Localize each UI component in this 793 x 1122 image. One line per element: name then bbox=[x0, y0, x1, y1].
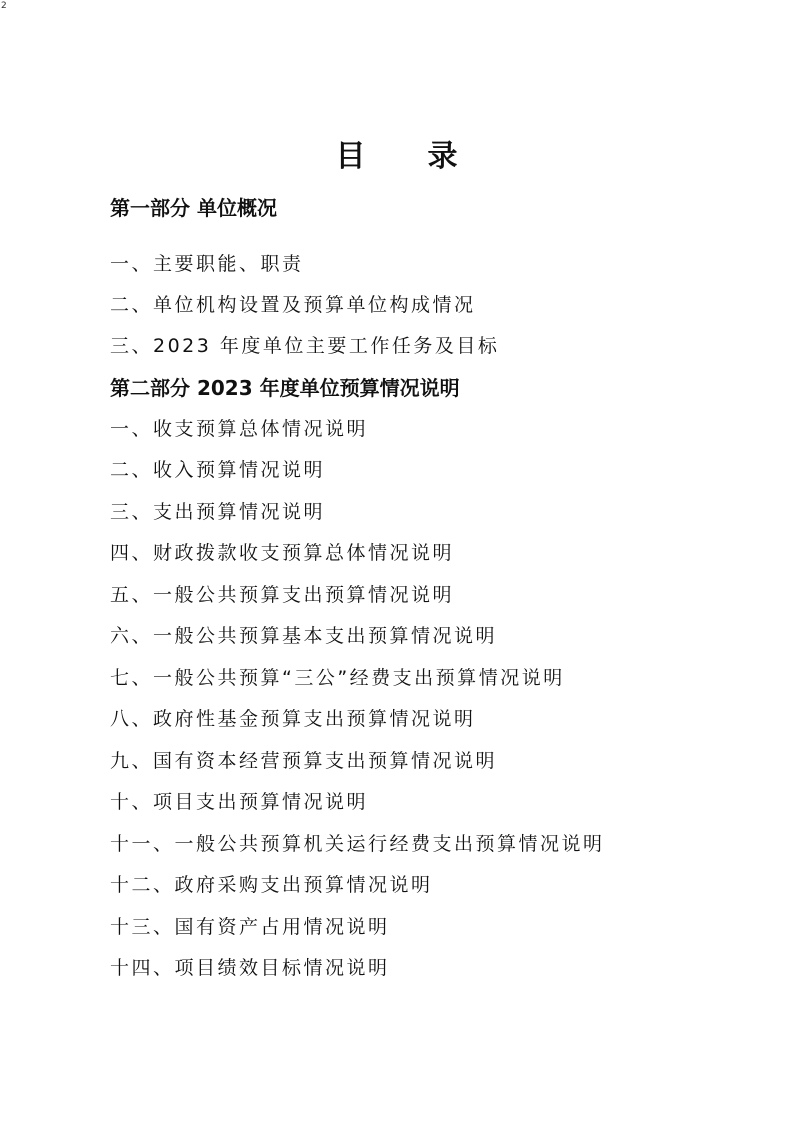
page-number: 2 bbox=[1, 1, 7, 11]
toc-item: 三、2023 年度单位主要工作任务及目标 bbox=[110, 335, 500, 357]
toc-item: 十四、项目绩效目标情况说明 bbox=[110, 957, 390, 979]
toc-item: 十二、政府采购支出预算情况说明 bbox=[110, 874, 433, 896]
toc-item: 十、项目支出预算情况说明 bbox=[110, 791, 369, 813]
toc-item: 二、收入预算情况说明 bbox=[110, 459, 326, 481]
toc-title: 目录 bbox=[335, 139, 520, 174]
toc-item: 五、一般公共预算支出预算情况说明 bbox=[110, 584, 455, 606]
toc-item: 九、国有资本经营预算支出预算情况说明 bbox=[110, 750, 498, 772]
toc-part-heading: 第一部分 单位概况 bbox=[110, 196, 277, 220]
toc-item: 一、收支预算总体情况说明 bbox=[110, 418, 369, 440]
toc-item: 一、主要职能、职责 bbox=[110, 253, 304, 275]
toc-item: 二、单位机构设置及预算单位构成情况 bbox=[110, 294, 476, 316]
toc-item: 六、一般公共预算基本支出预算情况说明 bbox=[110, 625, 498, 647]
toc-item: 七、一般公共预算“三公”经费支出预算情况说明 bbox=[110, 667, 565, 689]
toc-item: 三、支出预算情况说明 bbox=[110, 501, 326, 523]
toc-item: 十一、一般公共预算机关运行经费支出预算情况说明 bbox=[110, 833, 605, 855]
toc-item: 十三、国有资产占用情况说明 bbox=[110, 916, 390, 938]
toc-item: 八、政府性基金预算支出预算情况说明 bbox=[110, 708, 476, 730]
toc-part-heading: 第二部分 2023 年度单位预算情况说明 bbox=[110, 376, 460, 400]
toc-item: 四、财政拨款收支预算总体情况说明 bbox=[110, 542, 455, 564]
